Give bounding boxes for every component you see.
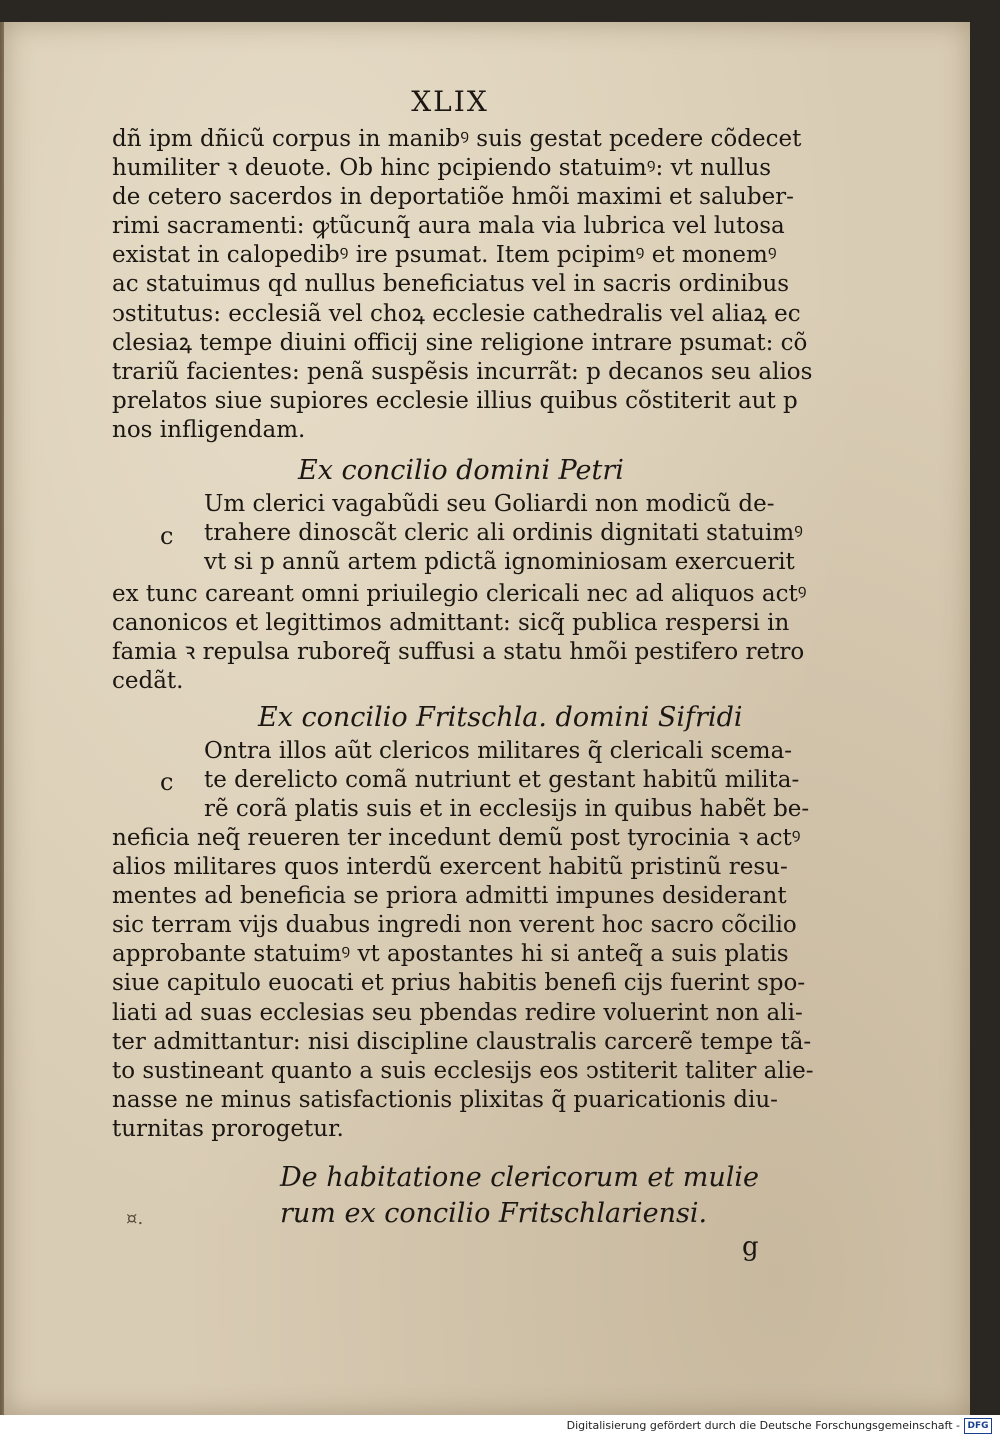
paragraph-2-indented [112,490,832,577]
text-line: ter admittantur: nisi discipline claustralis carcerẽ tempe tã- [112,1028,812,1055]
text-line: mentes ad beneficia se priora admitti impunes desiderant [112,883,787,910]
text-line: de cetero sacerdos in deportatiõe hmõi maximi et saluber- [112,184,794,211]
funding-credit: Digitalisierung gefördert durch die Deutsche Forschungsgemeinschaft - [566,1419,960,1432]
heading-petri: Ex concilio domini Petri [298,455,624,486]
text-line: liati ad suas ecclesias seu pbendas redire voluerint non ali- [112,999,803,1026]
text-line: rimi sacramenti: ꝙtũcunq̃ aura mala via lubrica vel lutosa [112,213,785,240]
heading-line-1: De habitatione clericorum et mulie [280,1162,760,1193]
text-line: rẽ corã platis suis et in ecclesijs in quibus habẽt be- [204,796,810,823]
paragraph-3-indented [112,737,832,824]
text-line: sic terram vijs duabus ingredi non verent hoc sacro cõcilio [112,912,797,939]
text-line: trariũ facientes: penã suspẽsis incurrãt: p decanos seu alios [112,358,813,385]
text-line: nasse ne minus satisfactionis plixitas q̃ puaricationis diu- [112,1086,778,1113]
folio-number: XLIX [411,85,489,118]
text-line: cedãt. [112,668,184,695]
text-line: siue capitulo euocati et prius habitis benefi cijs fuerint spo- [112,970,806,997]
text-line: prelatos siue supiores ecclesie illius quibus cõstiterit aut p [112,387,798,414]
paragraph-3 [112,824,832,1144]
text-line: te derelicto comã nutriunt et gestant habitũ milita- [204,767,800,794]
text-line: famia ꝛ repulsa ruboreq̃ suffusi a statu hmõi pestifero retro [112,639,805,666]
text-line: dñ ipm dñicũ corpus in manibꝰ suis gestat pcedere cõdecet [112,126,802,152]
margin-mark: ¤. [126,1208,144,1229]
signature-mark: g [742,1232,759,1262]
text-line: turnitas prorogetur. [112,1115,344,1142]
heading-de-habitatione [280,1160,759,1232]
text-line: canonicos et legittimos admittant: sicq̃ publica respersi in [112,610,790,637]
paragraph-2 [112,580,832,696]
text-line: ex tunc careant omni priuilegio clericali nec ad aliquos actꝰ [112,581,807,607]
text-line: Um clerici vagabũdi seu Goliardi non modicũ de- [204,491,775,517]
text-line: to sustineant quanto a suis ecclesijs eos ↄstiterit taliter alie- [112,1057,814,1084]
text-line: existat in calopedibꝰ ire psumat. Item pcipimꝰ et monemꝰ [112,242,777,269]
dfg-logo: DFG [964,1418,992,1434]
text-line: ↄstitutus: ecclesiã vel choꝝ ecclesie cathedralis vel aliaꝝ ec [112,300,801,327]
text-line: approbante statuimꝰ vt apostantes hi si anteq̃ a suis platis [112,941,789,968]
text-line: vt si p annũ artem pdictã ignominiosam exercuerit [204,549,795,576]
initial-letter-2: c [160,768,174,796]
text-line: trahere dinoscãt cleric ali ordinis dignitati statuimꝰ [204,520,803,547]
heading-sifridi: Ex concilio Fritschla. domini Sifridi [258,702,743,733]
text-line: ac statuimus qd nullus beneficiatus vel in sacris ordinibus [112,271,790,298]
text-line: nos infligendam. [112,416,306,443]
text-line: humiliter ꝛ deuote. Ob hinc pcipiendo statuimꝰ: vt nullus [112,155,772,182]
text-line: neficia neq̃ reueren ter incedunt demũ post tyrocinia ꝛ actꝰ [112,825,801,851]
heading-line-2: rum ex concilio Fritschlariensi. [280,1198,708,1229]
initial-letter-1: c [160,522,174,550]
paragraph-1 [112,125,832,445]
text-line: Ontra illos aũt clericos militares q̃ clericali scema- [204,738,793,764]
text-line: alios militares quos interdũ exercent habitũ pristinũ resu- [112,854,788,881]
text-line: clesiaꝝ tempe diuini officij sine religione intrare psumat: cõ [112,329,808,356]
